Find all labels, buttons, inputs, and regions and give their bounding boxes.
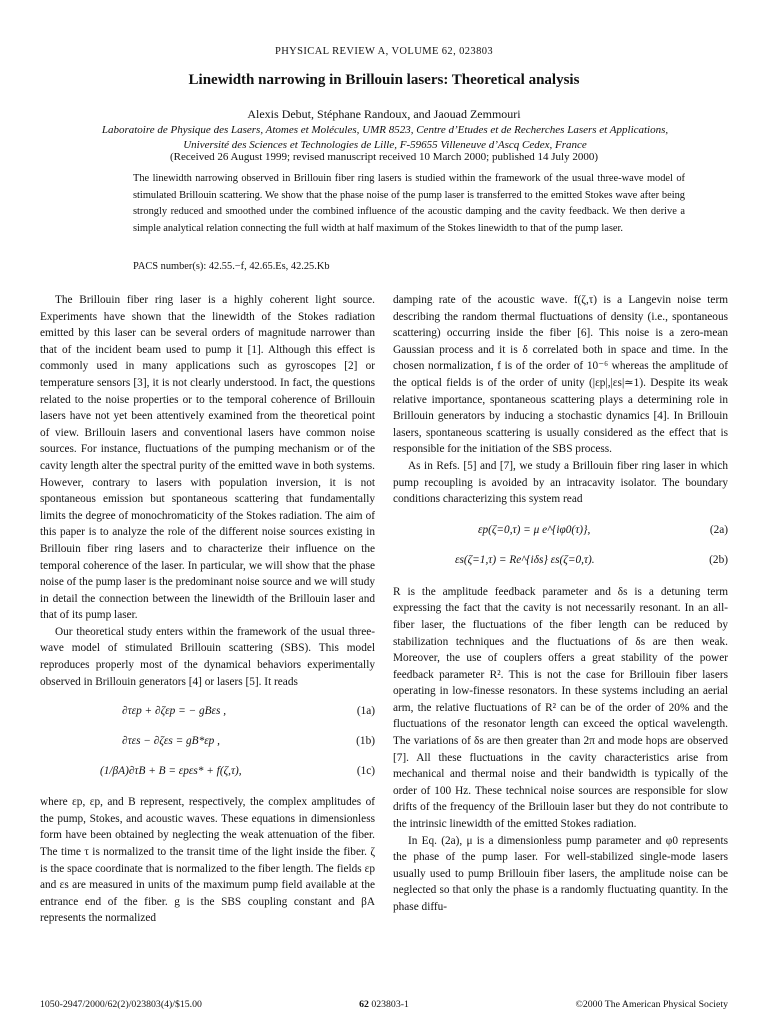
equation-number: (1b): [356, 734, 375, 747]
right-column: [393, 292, 728, 916]
equation-body: ∂τεp + ∂ζεp = − gBεs ,: [122, 704, 227, 717]
footer-code: 1050-2947/2000/62(2)/023803(4)/$15.00: [40, 999, 202, 1010]
author-list: Alexis Debut, Stéphane Randoux, and Jaouad Zemmouri: [247, 107, 521, 121]
affiliation: [90, 123, 680, 153]
left-column: [40, 292, 375, 927]
equation-1a: [40, 696, 375, 726]
equation-body: ∂τεs − ∂ζεs = gB*εp ,: [122, 734, 220, 747]
equation-body: εp(ζ=0,τ) = μ e^{iφ0(τ)},: [478, 524, 591, 537]
paragraph: R is the amplitude feedback parameter and δs is a detuning term expressing the fact that the cavity is not necessarily resonant. In an all-fiber laser, the fluctuations of the fiber length can be reduced by stabilization techniques and the fluctuations of δs are then weak. Moreover, the use of couplers offers a great stability of the power feedback parameter R². This is not the case for Brillouin fiber lasers operating in low-finesse resonators. In these systems including an aerial arm, the relative fluctuations of R² can be of the order of 20% and the fluctuations of the resonator length can exceed the optical wavelength. The variations of δs are then greater than 2π and mode hops are observed [7]. All these fluctuations in the cavity characteristics arise from mechanical and thermal noise and their bandwidth is typically of the order of 100 Hz. These technical noise sources are responsible for slow drifts of the frequency of the Brillouin laser but they do not contribute to the intrinsic linewidth of the emitted Stokes radiation.: [393, 585, 728, 831]
equation-2b: [393, 546, 728, 576]
equation-number: (2b): [709, 554, 728, 567]
equation-2a: [393, 516, 728, 546]
paragraph: The Brillouin fiber ring laser is a highly coherent light source. Experiments have shown that the linewidth of the Stokes radiation emitted by this laser can be several orders of magnitude narrower than that of the incident beam used to pump it [1]. Although this effect is commonly used in many applications such as gyroscopes [2] or temperature sensors [3], it is not clearly understood. In fact, the questions related to the noise properties or to the temporal coherence of Brillouin lasers have not yet been attentively examined from the theoretical point of view. Brillouin lasers and conventional lasers have common noise sources. For instance, fluctuations of the pumping mechanism or of the cavity length alter the spectral purity of the emitted wave in both systems. However, contrary to lasers with population inversion, it is not spontaneous emission but spontaneous scattering that fundamentally limits the degree of monochromaticity of the Stokes radiation. The aim of this paper is to analyze the role of the different noise sources existing in Brillouin fiber ring lasers and to characterize their influence on the temporal coherence of the laser. In particular, we will show that the phase noise of the pump laser is the predominant noise source and we will study in detail the connection between the linewidth of the Brillouin laser and that of its pump laser.: [40, 294, 375, 622]
equation-body: (1/βA)∂τB + B = εpεs* + f(ζ,τ),: [100, 764, 242, 777]
equation-number: (1c): [356, 764, 375, 777]
equation-number: (2a): [709, 524, 728, 537]
abstract: The linewidth narrowing observed in Brillouin fiber ring lasers is studied within the framework of the usual three-wave model of stimulated Brillouin scattering. We show that the phase noise of the pump laser is transferred to the emitted Stokes wave after being strongly reduced and smoothed under the combined influence of the acoustic damping and the cavity feedback. We then derive a simple analytical relation connecting the full width at half maximum of the Stokes linewidth to that of the pump laser.: [133, 173, 685, 234]
equation-1b: [40, 726, 375, 756]
affiliation-line-1: Laboratoire de Physique des Lasers, Atomes et Molécules, UMR 8523, Centre d’Etudes et de Recherches Lasers et Applications,: [101, 124, 669, 136]
equation-number: (1a): [356, 704, 375, 717]
journal-header: PHYSICAL REVIEW A, VOLUME 62, 023803: [274, 46, 494, 57]
affiliation-line-2: Université des Sciences et Technologies de Lille, F-59655 Villeneuve d’Ascq Cedex, France: [183, 139, 587, 151]
pacs-numbers: PACS number(s): 42.55.−f, 42.65.Es, 42.25.Kb: [133, 261, 330, 272]
received-dates: (Received 26 August 1999; revised manuscript received 10 March 2000; published 14 July 2000): [170, 151, 598, 163]
footer-copyright: ©2000 The American Physical Society: [575, 999, 728, 1010]
equation-1c: [40, 756, 375, 786]
paragraph: where εp, εp, and B represent, respectively, the complex amplitudes of the pump, Stokes, and acoustic waves. These equations in dimensionless form have been obtained by neglecting the weak attenuation of the fiber. The time τ is normalized to the transit time of the light inside the fiber. ζ is the space coordinate that is normalized to the fiber length. The fields εp and εs are measured in units of the maximum pump field available at the entrance end of the fiber. g is the SBS coupling constant and βA represents the normalized: [40, 796, 375, 925]
paragraph: In Eq. (2a), μ is a dimensionless pump parameter and φ0 represents the phase of the pump laser. For well-stabilized single-mode lasers usually used to pump Brillouin fiber lasers, the amplitude noise can be neglected so that only the phase is a randomly fluctuating quantity. In the phase diffu-: [393, 834, 728, 913]
paragraph: As in Refs. [5] and [7], we study a Brillouin fiber ring laser in which pump recoupling is avoided by an intracavity isolator. The boundary conditions characterizing this system read: [393, 459, 728, 506]
paragraph: Our theoretical study enters within the framework of the usual three-wave model of stimulated Brillouin scattering (SBS). This model reproduces properly most of the dynamical behaviors experimentally observed in Brillouin generators [4] or lasers [5]. It reads: [40, 625, 375, 688]
footer-article-id: 023803-1: [368, 999, 409, 1010]
equation-body: εs(ζ=1,τ) = Re^{iδs} εs(ζ=0,τ).: [455, 554, 595, 567]
footer-volume: 62: [359, 999, 369, 1010]
paragraph: damping rate of the acoustic wave. f(ζ,τ) is a Langevin noise term describing the random thermal fluctuations of density (i.e., spontaneous scattering) occurring inside the fiber [6]. This noise is a zero-mean Gaussian process and it is δ correlated both in space and time. In the chosen normalization, f is of the order of 10⁻⁶ whereas the amplitude of the optical fields is of the order of unity (|εp|,|εs|≃1). Despite its weak relative importance, spontaneous scattering plays a determining role in Brillouin generators by inducing a stochastic dynamics [4]. In Brillouin lasers, spontaneous scattering is usually considered as the effect that is responsible for the initiation of the SBS process.: [393, 294, 728, 456]
paper-title: Linewidth narrowing in Brillouin lasers: Theoretical analysis: [188, 72, 580, 88]
